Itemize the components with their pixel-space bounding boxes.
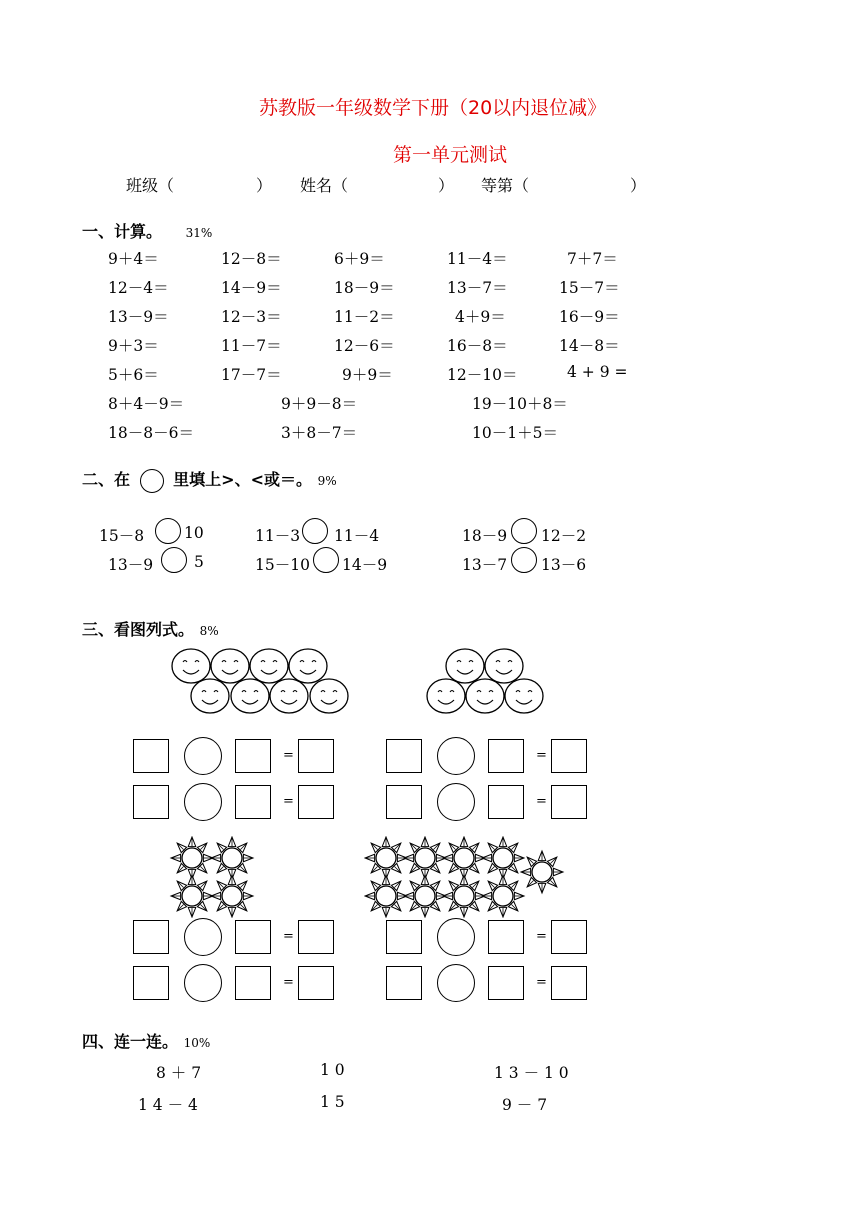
compare-answer-circle[interactable] — [161, 547, 187, 573]
calc-problem: 12－6＝ — [334, 337, 395, 355]
equals-sign: = — [283, 748, 294, 763]
calc-problem: 12－4＝ — [108, 279, 169, 297]
equals-sign: = — [536, 929, 547, 944]
sun-icon — [365, 837, 407, 879]
calc-problem: 13－9＝ — [108, 308, 169, 326]
section-4-heading — [82, 1029, 210, 1052]
calc-problem: 5＋6＝ — [108, 366, 159, 384]
section-1-heading — [82, 219, 212, 242]
calc-problem: 9＋9－8＝ — [281, 395, 358, 413]
result-box[interactable] — [298, 966, 334, 1000]
match-item[interactable]: 8 ＋ 7 — [156, 1064, 202, 1082]
answer-box[interactable] — [386, 966, 422, 1000]
calc-problem: 10－1＋5＝ — [472, 424, 558, 442]
calc-problem: 12－8＝ — [221, 250, 282, 268]
compare-left: 15－8 — [99, 527, 145, 545]
smiley-face-icon — [270, 679, 308, 713]
calc-problem: 16－9＝ — [559, 308, 620, 326]
answer-box[interactable] — [488, 739, 524, 773]
section-3-title: 三、看图列式。 — [82, 620, 195, 639]
calc-problem: 15－7＝ — [559, 279, 620, 297]
compare-right: 10 — [184, 524, 204, 542]
calc-problem: 8＋4－9＝ — [108, 395, 185, 413]
compare-right: 13－6 — [541, 556, 587, 574]
suns-group-1 — [168, 836, 258, 918]
answer-box[interactable] — [386, 739, 422, 773]
calc-problem: 4＋9＝ — [455, 308, 506, 326]
calc-problem: 7＋7＝ — [567, 250, 618, 268]
calc-problem: 14－9＝ — [221, 279, 282, 297]
operator-circle[interactable] — [184, 737, 222, 775]
equals-sign: = — [283, 794, 294, 809]
blank-circle-icon — [140, 469, 164, 493]
calc-problem: 3＋8－7＝ — [281, 424, 358, 442]
section-2-percent: 9% — [317, 474, 337, 488]
worksheet-title: 苏教版一年级数学下册（20以内退位减》 — [259, 97, 607, 119]
sun-icon — [171, 837, 213, 879]
answer-box[interactable] — [386, 920, 422, 954]
calc-problem: 14－8＝ — [559, 337, 620, 355]
compare-left: 18－9 — [462, 527, 508, 545]
smiley-face-icon — [505, 679, 543, 713]
class-close: ） — [256, 176, 273, 195]
name-close: ） — [438, 176, 455, 195]
compare-right: 14－9 — [342, 556, 388, 574]
compare-left: 15－10 — [255, 556, 310, 574]
compare-answer-circle[interactable] — [511, 518, 537, 544]
answer-box[interactable] — [386, 785, 422, 819]
compare-answer-circle[interactable] — [511, 547, 537, 573]
smiley-face-icon — [466, 679, 504, 713]
compare-left: 13－9 — [108, 556, 154, 574]
smiley-faces-group-2 — [422, 646, 552, 718]
smiley-face-icon — [427, 679, 465, 713]
smiley-face-icon — [191, 679, 229, 713]
result-box[interactable] — [551, 739, 587, 773]
section-2-heading — [82, 467, 337, 493]
compare-answer-circle[interactable] — [302, 518, 328, 544]
section-3-percent: 8% — [199, 624, 219, 638]
operator-circle[interactable] — [184, 918, 222, 956]
match-item[interactable]: 1 0 — [320, 1061, 345, 1079]
calc-problem: 9＋9＝ — [342, 366, 393, 384]
compare-left: 11－3 — [255, 527, 301, 545]
suns-group-2 — [364, 836, 568, 918]
operator-circle[interactable] — [437, 964, 475, 1002]
equals-sign: = — [536, 975, 547, 990]
answer-box[interactable] — [133, 920, 169, 954]
operator-circle[interactable] — [437, 737, 475, 775]
calc-problem: 16－8＝ — [447, 337, 508, 355]
section-4-percent: 10% — [183, 1036, 211, 1050]
grade-label: 等第（ — [481, 176, 530, 195]
name-label: 姓名（ — [300, 176, 349, 195]
result-box[interactable] — [298, 785, 334, 819]
smiley-face-icon — [250, 649, 288, 683]
section-4-title: 四、连一连。 — [82, 1032, 179, 1051]
answer-box[interactable] — [488, 966, 524, 1000]
calc-problem: 18－9＝ — [334, 279, 395, 297]
calc-problem: 9＋4＝ — [108, 250, 159, 268]
compare-answer-circle[interactable] — [155, 518, 181, 544]
operator-circle[interactable] — [437, 918, 475, 956]
match-item[interactable]: 1 3 － 1 0 — [494, 1064, 569, 1082]
answer-box[interactable] — [235, 920, 271, 954]
result-box[interactable] — [551, 966, 587, 1000]
calc-problem: 13－7＝ — [447, 279, 508, 297]
section-1-title: 一、计算。 — [82, 222, 163, 241]
smiley-face-icon — [446, 649, 484, 683]
equals-sign: = — [283, 975, 294, 990]
equals-sign: = — [536, 748, 547, 763]
sun-icon — [365, 875, 407, 917]
smiley-face-icon — [211, 649, 249, 683]
grade-close: ） — [630, 176, 647, 195]
worksheet-subtitle: 第一单元测试 — [393, 144, 508, 166]
sun-icon — [404, 837, 446, 879]
answer-box[interactable] — [488, 920, 524, 954]
match-item[interactable]: 1 4 － 4 — [138, 1096, 198, 1114]
answer-box[interactable] — [488, 785, 524, 819]
match-item[interactable]: 9 － 7 — [502, 1096, 548, 1114]
answer-box[interactable] — [133, 785, 169, 819]
answer-box[interactable] — [235, 739, 271, 773]
calc-problem: 18－8－6＝ — [108, 424, 194, 442]
smiley-face-icon — [485, 649, 523, 683]
compare-right: 12－2 — [541, 527, 587, 545]
match-item[interactable]: 1 5 — [320, 1093, 345, 1111]
calc-problem: 12－10＝ — [447, 366, 518, 384]
calc-problem: 17－7＝ — [221, 366, 282, 384]
section-2-title-start: 二、在 — [82, 470, 131, 489]
answer-box[interactable] — [133, 739, 169, 773]
equals-sign: = — [283, 929, 294, 944]
calc-problem: 12－3＝ — [221, 308, 282, 326]
operator-circle[interactable] — [184, 783, 222, 821]
compare-answer-circle[interactable] — [313, 547, 339, 573]
operator-circle[interactable] — [184, 964, 222, 1002]
answer-box[interactable] — [133, 966, 169, 1000]
result-box[interactable] — [551, 785, 587, 819]
calc-problem: 11－4＝ — [447, 250, 508, 268]
calc-problem: 11－7＝ — [221, 337, 282, 355]
class-label: 班级（ — [126, 176, 175, 195]
sun-icon — [482, 875, 524, 917]
result-box[interactable] — [298, 739, 334, 773]
smiley-face-icon — [310, 679, 348, 713]
equals-sign: = — [536, 794, 547, 809]
smiley-face-icon — [231, 679, 269, 713]
sun-icon — [171, 875, 213, 917]
result-box[interactable] — [551, 920, 587, 954]
operator-circle[interactable] — [437, 783, 475, 821]
section-2-title-end: 里填上>、<或＝。 — [173, 470, 312, 489]
smiley-face-icon — [172, 649, 210, 683]
compare-right: 11－4 — [334, 527, 380, 545]
sun-icon — [443, 837, 485, 879]
smiley-face-icon — [289, 649, 327, 683]
result-box[interactable] — [298, 920, 334, 954]
smiley-faces-group-1 — [168, 646, 358, 718]
calc-problem: 9＋3＝ — [108, 337, 159, 355]
sun-icon — [521, 851, 563, 893]
answer-box[interactable] — [235, 785, 271, 819]
sun-icon — [211, 837, 253, 879]
sun-icon — [482, 837, 524, 879]
sun-icon — [443, 875, 485, 917]
section-3-heading — [82, 617, 219, 640]
answer-box[interactable] — [235, 966, 271, 1000]
calc-problem: 19－10＋8＝ — [472, 395, 568, 413]
calc-problem: 6＋9＝ — [334, 250, 385, 268]
compare-right: 5 — [194, 553, 204, 571]
calc-problem: 11－2＝ — [334, 308, 395, 326]
sun-icon — [211, 875, 253, 917]
section-1-percent: 31% — [185, 226, 213, 240]
sun-icon — [404, 875, 446, 917]
compare-left: 13－7 — [462, 556, 508, 574]
calc-problem: 4 + 9 = — [567, 363, 628, 381]
